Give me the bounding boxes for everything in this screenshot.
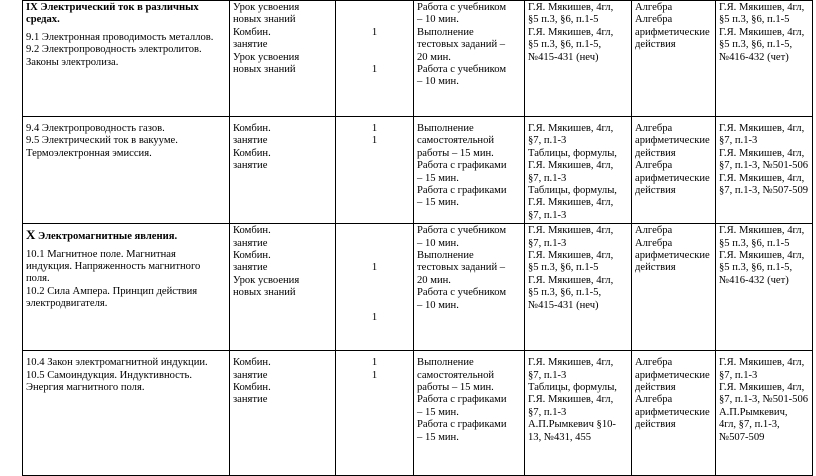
topic-line: Законы электролиза.: [26, 56, 119, 68]
homework-line: №415-431 (неч): [528, 51, 599, 63]
work-line: Работа с учебником: [417, 287, 507, 299]
lesson-type-line: Комбин.: [233, 382, 271, 394]
homework2-line: §7, п.1-3, №507-509: [719, 185, 809, 197]
topic-cell: [23, 1, 230, 117]
homework-line: §5 п.3, §6, п.1-5,: [528, 287, 602, 299]
section-heading: [26, 229, 226, 243]
work-line: тестовых заданий –: [417, 39, 506, 51]
topic-line: Энергия магнитного поля.: [26, 382, 145, 394]
topic-line: электродвигателя.: [26, 298, 108, 310]
homework-cell: [525, 351, 632, 476]
hours-cell: [336, 117, 414, 224]
lesson-type-line: Комбин.: [233, 147, 271, 159]
link-line: Алгебра: [635, 14, 673, 26]
homework-cell: [525, 1, 632, 117]
lesson-type-line: занятие: [233, 262, 268, 274]
homework2-line: §5 п.3, §6, п.1-5,: [719, 39, 793, 51]
homework-line: 13, №431, 455: [528, 431, 592, 443]
homework-line: Г.Я. Мякишев, 4гл,: [528, 160, 614, 172]
hours-value: 1: [371, 135, 378, 147]
topic-line: 9.5 Электрический ток в вакууме.: [26, 135, 178, 147]
homework-line: §7, п.1-3: [528, 209, 567, 221]
homework2-line: §7, п.1-3: [719, 369, 758, 381]
section-heading: IX Электрический ток в различных: [26, 2, 199, 13]
work-line: 20 мин.: [417, 274, 451, 286]
homework-line: §7, п.1-3: [528, 237, 567, 249]
table-row: [23, 1, 813, 117]
work-line: Выполнение: [417, 123, 474, 134]
work-line: работы – 15 мин.: [417, 147, 494, 159]
work-line: 20 мин.: [417, 51, 451, 63]
link-line: Алгебра: [635, 2, 673, 13]
homework2-line: №416-432 (чет): [719, 51, 789, 63]
lesson-type-line: занятие: [233, 237, 268, 249]
homework2-line: №507-509: [719, 431, 765, 443]
homework-line: §5 п.3, §6, п.1-5: [528, 14, 599, 26]
homework2-line: §5 п.3, §6, п.1-5: [719, 237, 790, 249]
homework2-cell: [716, 1, 813, 117]
hours-value: 1: [371, 312, 378, 323]
topic-line: 10.5 Самоиндукция. Индуктивность.: [26, 369, 192, 381]
link-line: Алгебра: [635, 394, 673, 406]
homework-line: Г.Я. Мякишев, 4гл,: [528, 225, 614, 237]
homework-line: Г.Я. Мякишев, 4гл,: [528, 26, 614, 38]
links-cell: [632, 351, 716, 476]
homework2-line: Г.Я. Мякишев, 4гл,: [719, 26, 805, 38]
work-line: – 10 мин.: [417, 76, 459, 88]
work-line: – 15 мин.: [417, 197, 459, 209]
homework-line: §5 п.3, §6, п.1-5,: [528, 39, 602, 51]
work-line: Работа с графиками: [417, 185, 507, 197]
topic-line: 9.2 Электропроводность электролитов.: [26, 44, 202, 56]
work-line: – 15 мин.: [417, 172, 459, 184]
homework2-line: А.П.Рымкевич,: [719, 406, 788, 418]
links-cell: [632, 1, 716, 117]
topic-line: 10.2 Сила Ампера. Принцип действия: [26, 285, 198, 297]
homework-cell: [525, 117, 632, 224]
lesson-type-line: Урок усвоения: [233, 51, 300, 63]
work-line: Выполнение: [417, 357, 474, 369]
work-line: – 15 мин.: [417, 431, 459, 443]
homework-line: Таблицы, формулы,: [528, 382, 617, 394]
homework-line: А.П.Рымкевич §10-: [528, 419, 616, 431]
work-line: Выполнение: [417, 250, 474, 262]
work-line: – 10 мин.: [417, 14, 459, 26]
lesson-type-cell: [230, 117, 336, 224]
homework2-line: Г.Я. Мякишев, 4гл,: [719, 172, 805, 184]
link-line: арифметические: [635, 26, 710, 38]
topic-cell: [23, 351, 230, 476]
lesson-type-line: Урок усвоения: [233, 2, 300, 13]
work-cell: [414, 1, 525, 117]
homework2-line: Г.Я. Мякишев, 4гл,: [719, 147, 805, 159]
hours-value: 1: [371, 26, 378, 38]
section-numeral: Х: [26, 227, 36, 243]
lesson-type-line: новых знаний: [233, 287, 296, 299]
homework-cell: [525, 224, 632, 351]
topic-line: индукция. Напряженность магнитного: [26, 261, 201, 273]
topic-line: 10.1 Магнитное поле. Магнитная: [26, 248, 176, 260]
link-line: действия: [635, 147, 676, 159]
topic-line: Термоэлектронная эмиссия.: [26, 147, 152, 159]
hours-value: 1: [371, 357, 378, 369]
homework-line: Г.Я. Мякишев, 4гл,: [528, 2, 614, 13]
link-line: действия: [635, 419, 676, 431]
lesson-type-line: Урок усвоения: [233, 274, 300, 286]
work-line: самостоятельной: [417, 135, 495, 147]
homework2-line: Г.Я. Мякишев, 4гл,: [719, 225, 805, 237]
lesson-type-line: занятие: [233, 39, 268, 51]
homework-line: §7, п.1-3: [528, 369, 567, 381]
work-line: – 10 мин.: [417, 237, 459, 249]
schedule-table: [22, 0, 813, 476]
lesson-type-line: занятие: [233, 160, 268, 172]
work-line: Работа с учебником: [417, 225, 507, 237]
homework-line: Г.Я. Мякишев, 4гл,: [528, 250, 614, 262]
work-line: работы – 15 мин.: [417, 382, 494, 394]
link-line: Алгебра: [635, 123, 673, 134]
link-line: арифметические: [635, 369, 710, 381]
homework-line: §7, п.1-3: [528, 135, 567, 147]
lesson-type-line: Комбин.: [233, 225, 271, 237]
lesson-type-cell: [230, 351, 336, 476]
hours-value: 1: [371, 63, 378, 75]
topic-line: поля.: [26, 273, 50, 285]
hours-cell: [336, 1, 414, 117]
homework2-line: Г.Я. Мякишев, 4гл,: [719, 357, 805, 369]
work-cell: [414, 224, 525, 351]
homework2-line: §7, п.1-3, №501-506: [719, 394, 809, 406]
link-line: арифметические: [635, 250, 710, 262]
homework2-line: Г.Я. Мякишев, 4гл,: [719, 250, 805, 262]
link-line: арифметические: [635, 135, 710, 147]
links-cell: [632, 117, 716, 224]
homework-line: Таблицы, формулы,: [528, 185, 617, 197]
link-line: арифметические: [635, 406, 710, 418]
homework-line: Г.Я. Мякишев, 4гл,: [528, 394, 614, 406]
lesson-type-line: новых знаний: [233, 64, 296, 76]
homework2-line: Г.Я. Мякишев, 4гл,: [719, 382, 805, 394]
work-line: – 10 мин.: [417, 299, 459, 311]
homework-line: Г.Я. Мякишев, 4гл,: [528, 274, 614, 286]
work-line: Работа с графиками: [417, 419, 507, 431]
work-cell: [414, 117, 525, 224]
links-cell: [632, 224, 716, 351]
lesson-type-line: Комбин.: [233, 26, 271, 38]
homework2-line: §7, п.1-3, №501-506: [719, 160, 809, 172]
homework2-cell: [716, 224, 813, 351]
lesson-type-line: Комбин.: [233, 123, 271, 134]
hours-value: 1: [371, 262, 378, 274]
homework-line: §7, п.1-3: [528, 172, 567, 184]
lesson-type-line: занятие: [233, 369, 268, 381]
table-row: [23, 117, 813, 224]
homework2-line: Г.Я. Мякишев, 4гл,: [719, 2, 805, 13]
link-line: арифметические: [635, 172, 710, 184]
homework2-cell: [716, 117, 813, 224]
work-cell: [414, 351, 525, 476]
work-line: Работа с учебником: [417, 2, 507, 13]
work-line: – 15 мин.: [417, 406, 459, 418]
homework-line: №415-431 (неч): [528, 299, 599, 311]
homework2-line: Г.Я. Мякишев, 4гл,: [719, 123, 805, 134]
lesson-type-cell: [230, 1, 336, 117]
link-line: действия: [635, 39, 676, 51]
lesson-type-line: Комбин.: [233, 250, 271, 262]
work-line: Работа с учебником: [417, 64, 507, 76]
link-line: Алгебра: [635, 225, 673, 237]
homework2-line: 4гл, §7, п.1-3,: [719, 419, 780, 431]
section-title: Электромагнитные явления.: [35, 231, 178, 243]
table-row: [23, 351, 813, 476]
topic-line: 9.4 Электропроводность газов.: [26, 123, 165, 134]
lesson-type-line: занятие: [233, 394, 268, 406]
topic-line: 9.1 Электронная проводимость металлов.: [26, 31, 214, 43]
homework-line: Г.Я. Мякишев, 4гл,: [528, 197, 614, 209]
lesson-type-line: новых знаний: [233, 14, 296, 26]
link-line: действия: [635, 185, 676, 197]
work-line: Выполнение: [417, 26, 474, 38]
work-line: Работа с графиками: [417, 394, 507, 406]
work-line: Работа с графиками: [417, 160, 507, 172]
homework2-cell: [716, 351, 813, 476]
link-line: Алгебра: [635, 237, 673, 249]
lesson-type-cell: [230, 224, 336, 351]
hours-cell: [336, 351, 414, 476]
homework-line: Г.Я. Мякишев, 4гл,: [528, 123, 614, 134]
hours-value: 1: [371, 123, 378, 134]
section-heading: средах.: [26, 14, 60, 26]
homework2-line: §7, п.1-3: [719, 135, 758, 147]
homework-line: §5 п.3, §6, п.1-5: [528, 262, 599, 274]
work-line: самостоятельной: [417, 369, 495, 381]
homework2-line: №416-432 (чет): [719, 274, 789, 286]
link-line: действия: [635, 382, 676, 394]
lesson-type-line: Комбин.: [233, 357, 271, 369]
topic-cell: [23, 117, 230, 224]
topic-line: 10.4 Закон электромагнитной индукции.: [26, 357, 208, 369]
table-row: [23, 224, 813, 351]
hours-value: 1: [371, 369, 378, 381]
work-line: тестовых заданий –: [417, 262, 506, 274]
lesson-type-line: занятие: [233, 135, 268, 147]
link-line: действия: [635, 262, 676, 274]
hours-cell: [336, 224, 414, 351]
link-line: Алгебра: [635, 357, 673, 369]
homework-line: Таблицы, формулы,: [528, 147, 617, 159]
homework2-line: §5 п.3, §6, п.1-5: [719, 14, 790, 26]
homework-line: Г.Я. Мякишев, 4гл,: [528, 357, 614, 369]
homework-line: §7, п.1-3: [528, 406, 567, 418]
homework2-line: §5 п.3, §6, п.1-5,: [719, 262, 793, 274]
topic-cell: [23, 224, 230, 351]
link-line: Алгебра: [635, 160, 673, 172]
